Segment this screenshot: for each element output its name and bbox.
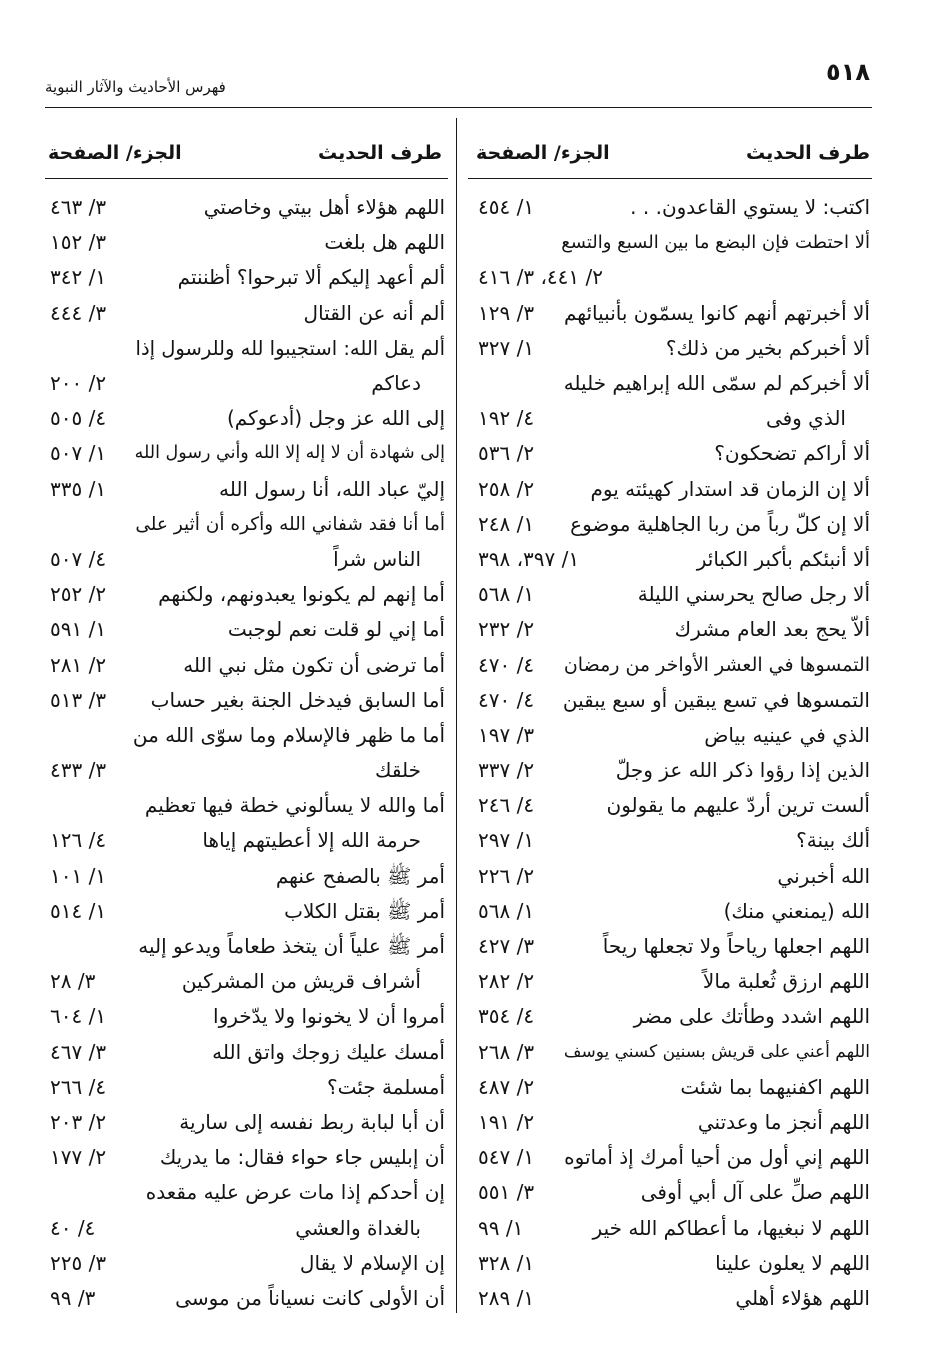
hadith-text: ألم يقل الله: استجيبوا لله وللرسول إذا xyxy=(135,336,445,360)
index-entry xyxy=(468,859,872,894)
index-column-left xyxy=(45,128,448,1316)
index-entry xyxy=(468,1035,872,1070)
column-heading xyxy=(468,128,872,179)
entry-line xyxy=(45,401,448,436)
index-entry xyxy=(45,225,448,260)
volume-page-ref: ٢/ ٤٨٧ xyxy=(478,1074,535,1099)
hadith-text: ألا أنبئكم بأكبر الكبائر xyxy=(696,546,870,571)
index-entry xyxy=(468,436,872,471)
index-entry xyxy=(468,1281,872,1316)
entry-line xyxy=(468,894,872,929)
entry-line xyxy=(45,507,448,542)
volume-page-ref: ٣/ ١٢٩ xyxy=(478,300,535,325)
hadith-text: التمسوها في تسع يبقين أو سبع يبقين xyxy=(562,687,870,712)
hadith-text: أما إني لو قلت نعم لوجبت xyxy=(227,617,445,642)
entry-line xyxy=(45,1140,448,1175)
index-entry xyxy=(45,190,448,225)
volume-page-ref: ٤/ ٥٠٧ xyxy=(50,546,107,571)
index-entry xyxy=(45,1281,448,1316)
hadith-text: اللهم إني أول من أحيا أمرك إذ أماتوه xyxy=(564,1145,870,1170)
volume-page-ref: ٤/ ١٩٢ xyxy=(478,406,535,431)
entry-line xyxy=(45,331,448,366)
entry-line xyxy=(468,683,872,718)
index-entry xyxy=(468,296,872,331)
hadith-text: التمسوها في العشر الأواخر من رمضان xyxy=(563,653,870,676)
hadith-text: ألا احتطت فإن البضع ما بين السبع والتسع xyxy=(561,232,870,254)
hadith-text: ألا أخبركم لم سمّى الله إبراهيم خليله xyxy=(563,371,870,396)
volume-page-ref: ٣/ ٢٨ xyxy=(50,969,96,994)
entry-continuation-line xyxy=(45,542,448,577)
hadith-text: أن إبليس جاء حواء فقال: ما يدريك xyxy=(159,1145,445,1170)
entry-continuation-line xyxy=(45,964,448,999)
index-column-right xyxy=(468,128,872,1316)
index-entry xyxy=(45,859,448,894)
volume-page-ref: ٢/ ٤٤١، ٣/ ٤١٦ xyxy=(478,265,603,290)
entry-line xyxy=(468,577,872,612)
index-entry xyxy=(468,1210,872,1245)
hadith-text: إلى الله عز وجل (أدعوكم) xyxy=(226,406,445,431)
index-entry xyxy=(45,1175,448,1245)
entry-line xyxy=(468,753,872,788)
page-number: ٥١٨ xyxy=(826,58,870,86)
index-entry xyxy=(468,929,872,964)
volume-page-ref: ١/ ٥٦٨ xyxy=(478,898,535,923)
index-entry xyxy=(45,1035,448,1070)
volume-page-ref: ٢/ ٢٨١ xyxy=(50,652,107,677)
index-entry xyxy=(45,1070,448,1105)
index-entry xyxy=(468,190,872,225)
index-entry xyxy=(468,577,872,612)
entry-line xyxy=(468,647,872,682)
hadith-text: اللهم ارزق ثُعلبة مالاً xyxy=(702,969,870,994)
running-title: فهرس الأحاديث والآثار النبوية xyxy=(45,78,226,96)
volume-page-ref: ١/ ٢٩٧ xyxy=(478,828,535,853)
volume-page-ref: ٢/ ٢٥٨ xyxy=(478,476,535,501)
entry-line xyxy=(45,929,448,964)
index-entry xyxy=(468,718,872,753)
entry-line xyxy=(468,612,872,647)
index-entry xyxy=(468,894,872,929)
hadith-text: اكتب: لا يستوي القاعدون. . . xyxy=(630,195,870,220)
entry-line xyxy=(468,1175,872,1210)
volume-page-ref: ٤/ ٣٥٤ xyxy=(478,1004,535,1029)
entry-line xyxy=(45,436,448,471)
hadith-text: إليّ عباد الله، أنا رسول الله xyxy=(218,476,445,501)
index-entry xyxy=(45,296,448,331)
hadith-text: ألا رجل صالح يحرسني الليلة xyxy=(637,582,870,607)
hadith-text: ألك بينة؟ xyxy=(796,828,870,853)
index-entry xyxy=(45,1105,448,1140)
volume-page-ref: ٢/ ٢٠٠ xyxy=(50,371,107,396)
volume-page-ref: ٤/ ٢٦٦ xyxy=(50,1074,107,1099)
hadith-text: خلقك xyxy=(375,758,421,783)
hadith-text: إن الإسلام لا يقال xyxy=(299,1250,445,1275)
entry-line xyxy=(468,1246,872,1281)
entry-line xyxy=(45,472,448,507)
index-entry xyxy=(45,260,448,295)
hadith-text: اللهم هل بلغت xyxy=(324,230,445,255)
entry-line xyxy=(45,612,448,647)
index-entry xyxy=(45,788,448,858)
volume-page-ref: ٣/ ١٩٧ xyxy=(478,722,535,747)
volume-page-ref: ٣/ ٤٦٣ xyxy=(50,195,107,220)
volume-page-ref: ٤/ ٥٠٥ xyxy=(50,406,107,431)
hadith-text: الذين إذا رؤوا ذكر الله عز وجلّ xyxy=(615,758,870,783)
entry-line xyxy=(468,823,872,858)
entry-list xyxy=(468,190,872,1316)
index-entry xyxy=(45,401,448,436)
hadith-text: حرمة الله إلا أعطيتهم إياها xyxy=(202,828,421,853)
index-entry xyxy=(45,647,448,682)
volume-page-ref: ١/ ٣٣٥ xyxy=(50,476,107,501)
entry-line xyxy=(45,894,448,929)
hadith-text: أمر ﷺ بالصفح عنهم xyxy=(275,863,445,888)
index-entry xyxy=(468,331,872,366)
index-entry xyxy=(45,1246,448,1281)
volume-page-ref: ٣/ ٤٦٧ xyxy=(50,1039,107,1064)
entry-line xyxy=(45,999,448,1034)
hadith-text: اللهم هؤلاء أهل بيتي وخاصتي xyxy=(203,195,445,220)
entry-line xyxy=(45,225,448,260)
entry-line xyxy=(468,190,872,225)
heading-hadith: طرف الحديث xyxy=(318,142,442,164)
entry-line xyxy=(468,436,872,471)
volume-page-ref: ٤/ ٤٠ xyxy=(50,1215,96,1240)
heading-volume-page: الجزء/ الصفحة xyxy=(48,142,182,164)
index-entry xyxy=(468,753,872,788)
volume-page-ref: ٣/ ٤٤٤ xyxy=(50,300,107,325)
volume-page-ref: ٣/ ٤٣٣ xyxy=(50,758,107,783)
hadith-text: أما إنهم لم يكونوا يعبدونهم، ولكنهم xyxy=(158,582,445,607)
volume-page-ref: ٣/ ١٥٢ xyxy=(50,230,107,255)
hadith-text: اللهم لا نبغيها، ما أعطاكم الله خير xyxy=(592,1215,870,1240)
index-entry xyxy=(468,1105,872,1140)
index-entry xyxy=(468,788,872,823)
volume-page-ref: ١/ ٥٩١ xyxy=(50,617,107,642)
header-rule xyxy=(45,107,872,108)
entry-line xyxy=(468,1140,872,1175)
entry-continuation-line xyxy=(468,260,872,295)
entry-line xyxy=(45,1105,448,1140)
hadith-text: اللهم اكفنيهما بما شئت xyxy=(680,1074,870,1099)
index-entry xyxy=(45,577,448,612)
entry-line xyxy=(45,718,448,753)
entry-line xyxy=(468,999,872,1034)
index-entry xyxy=(45,894,448,929)
index-entry xyxy=(45,436,448,471)
entry-line xyxy=(45,296,448,331)
hadith-text: إن أحدكم إذا مات عرض عليه مقعده xyxy=(145,1180,445,1205)
entry-line xyxy=(468,718,872,753)
volume-page-ref: ٣/ ٥١٣ xyxy=(50,687,107,712)
hadith-text: اللهم هؤلاء أهلي xyxy=(735,1285,870,1310)
index-entry xyxy=(468,1140,872,1175)
index-entry xyxy=(468,823,872,858)
index-entry xyxy=(45,331,448,401)
volume-page-ref: ٤/ ٤٧٠ xyxy=(478,652,535,677)
hadith-text: الناس شراً xyxy=(333,546,421,571)
entry-continuation-line xyxy=(45,753,448,788)
volume-page-ref: ٢/ ١٧٧ xyxy=(50,1145,107,1170)
volume-page-ref: ١/ ٤٥٤ xyxy=(478,195,535,220)
heading-hadith: طرف الحديث xyxy=(746,142,870,164)
column-heading xyxy=(45,128,448,179)
volume-page-ref: ١/ ٣٢٨ xyxy=(478,1250,535,1275)
entry-line xyxy=(468,472,872,507)
entry-line xyxy=(45,1246,448,1281)
entry-line xyxy=(468,1035,872,1070)
index-entry xyxy=(468,647,872,682)
volume-page-ref: ٢/ ٢٣٢ xyxy=(478,617,535,642)
heading-volume-page: الجزء/ الصفحة xyxy=(476,142,610,164)
index-entry xyxy=(468,1070,872,1105)
entry-line xyxy=(45,577,448,612)
entry-line xyxy=(468,1210,872,1245)
index-entry xyxy=(468,1246,872,1281)
entry-line xyxy=(468,964,872,999)
volume-page-ref: ١/ ٥٠٧ xyxy=(50,441,107,466)
volume-page-ref: ٢/ ٢٨٢ xyxy=(478,969,535,994)
volume-page-ref: ٤/ ٢٤٦ xyxy=(478,793,535,818)
hadith-text: الله أخبرني xyxy=(777,863,870,888)
entry-line xyxy=(468,507,872,542)
volume-page-ref: ١/ ٥١٤ xyxy=(50,898,107,923)
volume-page-ref: ٤/ ١٢٦ xyxy=(50,828,107,853)
index-entry xyxy=(468,964,872,999)
volume-page-ref: ٣/ ٩٩ xyxy=(50,1285,96,1310)
hadith-text: أما والله لا يسألوني خطة فيها تعظيم xyxy=(144,793,445,818)
volume-page-ref: ٢/ ٢٠٣ xyxy=(50,1109,107,1134)
volume-page-ref: ١/ ٦٠٤ xyxy=(50,1004,107,1029)
entry-line xyxy=(45,647,448,682)
hadith-text: إلى شهادة أن لا إله إلا الله وأني رسول الله xyxy=(134,443,445,464)
index-entry xyxy=(45,612,448,647)
volume-page-ref: ٣/ ٤٢٧ xyxy=(478,934,535,959)
entry-line xyxy=(45,1175,448,1210)
hadith-text: اللهم أنجز ما وعدتني xyxy=(697,1109,870,1134)
entry-continuation-line xyxy=(45,366,448,401)
hadith-text: أمسك عليك زوجك واتق الله xyxy=(212,1039,445,1064)
hadith-text: اللهم أعني على قريش بسنين كسني يوسف xyxy=(563,1041,870,1062)
entry-line xyxy=(468,859,872,894)
entry-line xyxy=(45,1070,448,1105)
index-entry xyxy=(468,542,872,577)
volume-page-ref: ٢/ ٢٢٦ xyxy=(478,863,535,888)
entry-continuation-line xyxy=(468,401,872,436)
hadith-text: أمسلمة جئت؟ xyxy=(326,1074,445,1099)
index-entry xyxy=(468,612,872,647)
entry-line xyxy=(45,260,448,295)
entry-line xyxy=(468,296,872,331)
index-entry xyxy=(468,225,872,295)
entry-line xyxy=(45,859,448,894)
volume-page-ref: ١/ ٣٤٢ xyxy=(50,265,107,290)
volume-page-ref: ٣/ ٥٥١ xyxy=(478,1180,535,1205)
index-entry xyxy=(468,683,872,718)
volume-page-ref: ١/ ٢٤٨ xyxy=(478,511,535,536)
entry-line xyxy=(45,190,448,225)
column-divider xyxy=(456,118,457,1313)
entry-line xyxy=(468,225,872,260)
volume-page-ref: ٢/ ٢٥٢ xyxy=(50,582,107,607)
entry-line xyxy=(45,788,448,823)
hadith-text: ألا إن الزمان قد استدار كهيئته يوم xyxy=(590,476,870,501)
entry-line xyxy=(45,683,448,718)
index-entry xyxy=(45,718,448,788)
entry-line xyxy=(45,1281,448,1316)
hadith-text: ألم أنه عن القتال xyxy=(303,300,445,325)
entry-line xyxy=(468,331,872,366)
hadith-text: أما السابق فيدخل الجنة بغير حساب xyxy=(150,687,445,712)
index-entry xyxy=(45,999,448,1034)
index-entry xyxy=(468,472,872,507)
entry-line xyxy=(468,366,872,401)
index-entry xyxy=(45,472,448,507)
hadith-text: الذي في عينيه بياض xyxy=(704,722,870,747)
volume-page-ref: ١/ ٢٨٩ xyxy=(478,1285,535,1310)
volume-page-ref: ١/ ٣٩٧، ٣٩٨ xyxy=(478,546,580,571)
entry-line xyxy=(468,1105,872,1140)
entry-line xyxy=(468,929,872,964)
hadith-text: أما ما ظهر فالإسلام وما سوّى الله من xyxy=(132,722,445,747)
index-entry xyxy=(468,366,872,436)
entry-line xyxy=(468,1070,872,1105)
hadith-text: اللهم اشدد وطأتك على مضر xyxy=(633,1004,870,1029)
hadith-text: اللهم صلِّ على آل أبي أوفى xyxy=(640,1180,870,1205)
hadith-text: ألست ترين أردّ عليهم ما يقولون xyxy=(606,793,870,818)
hadith-text: ألاّ يحج بعد العام مشرك xyxy=(674,617,870,642)
hadith-text: أمر ﷺ علياً أن يتخذ طعاماً ويدعو إليه xyxy=(138,934,445,959)
hadith-text: أن أبا لبابة ربط نفسه إلى سارية xyxy=(179,1109,445,1134)
volume-page-ref: ٢/ ٣٣٧ xyxy=(478,758,535,783)
entry-line xyxy=(468,542,872,577)
entry-list xyxy=(45,190,448,1316)
hadith-text: ألا إن كلّ رباً من ربا الجاهلية موضوع xyxy=(570,511,870,536)
hadith-text: الله (يمنعني منك) xyxy=(723,898,870,923)
index-entry xyxy=(45,929,448,999)
volume-page-ref: ٢/ ١٩١ xyxy=(478,1109,535,1134)
volume-page-ref: ١/ ٣٢٧ xyxy=(478,335,535,360)
entry-line xyxy=(468,788,872,823)
volume-page-ref: ١/ ٥٦٨ xyxy=(478,582,535,607)
volume-page-ref: ١/ ١٠١ xyxy=(50,863,107,888)
hadith-text: بالغداة والعشي xyxy=(295,1215,421,1240)
volume-page-ref: ٣/ ٢٦٨ xyxy=(478,1039,535,1064)
volume-page-ref: ٢/ ٥٣٦ xyxy=(478,441,535,466)
entry-line xyxy=(468,1281,872,1316)
volume-page-ref: ١/ ٥٤٧ xyxy=(478,1145,535,1170)
hadith-text: اللهم اجعلها رياحاً ولا تجعلها ريحاً xyxy=(602,934,870,959)
index-entry xyxy=(45,507,448,577)
hadith-text: اللهم لا يعلون علينا xyxy=(715,1250,870,1275)
hadith-text: ألا أراكم تضحكون؟ xyxy=(714,441,870,466)
hadith-text: ألم أعهد إليكم ألا تبرحوا؟ أظننتم xyxy=(177,265,445,290)
index-entry xyxy=(468,507,872,542)
hadith-text: أن الأولى كانت نسياناً من موسى xyxy=(175,1285,445,1310)
hadith-text: أمر ﷺ بقتل الكلاب xyxy=(284,898,445,923)
hadith-text: أشراف قريش من المشركين xyxy=(181,969,421,994)
hadith-text: أمروا أن لا يخونوا ولا يدّخروا xyxy=(213,1004,445,1029)
entry-continuation-line xyxy=(45,823,448,858)
entry-line xyxy=(45,1035,448,1070)
hadith-text: أما ترضى أن تكون مثل نبي الله xyxy=(183,652,445,677)
hadith-text: أما أنا فقد شفاني الله وأكره أن أثير على xyxy=(135,513,445,535)
volume-page-ref: ٤/ ٤٧٠ xyxy=(478,687,535,712)
index-entry xyxy=(468,999,872,1034)
hadith-text: دعاكم xyxy=(371,371,421,396)
hadith-text: الذي وفى xyxy=(765,406,846,431)
index-entry xyxy=(45,1140,448,1175)
volume-page-ref: ٣/ ٢٢٥ xyxy=(50,1250,107,1275)
index-entry xyxy=(45,683,448,718)
entry-continuation-line xyxy=(45,1210,448,1245)
hadith-text: ألا أخبرتهم أنهم كانوا يسمّون بأنبيائهم xyxy=(563,300,870,325)
index-entry xyxy=(468,1175,872,1210)
volume-page-ref: ١/ ٩٩ xyxy=(478,1215,524,1240)
hadith-text: ألا أخبركم بخير من ذلك؟ xyxy=(665,335,870,360)
